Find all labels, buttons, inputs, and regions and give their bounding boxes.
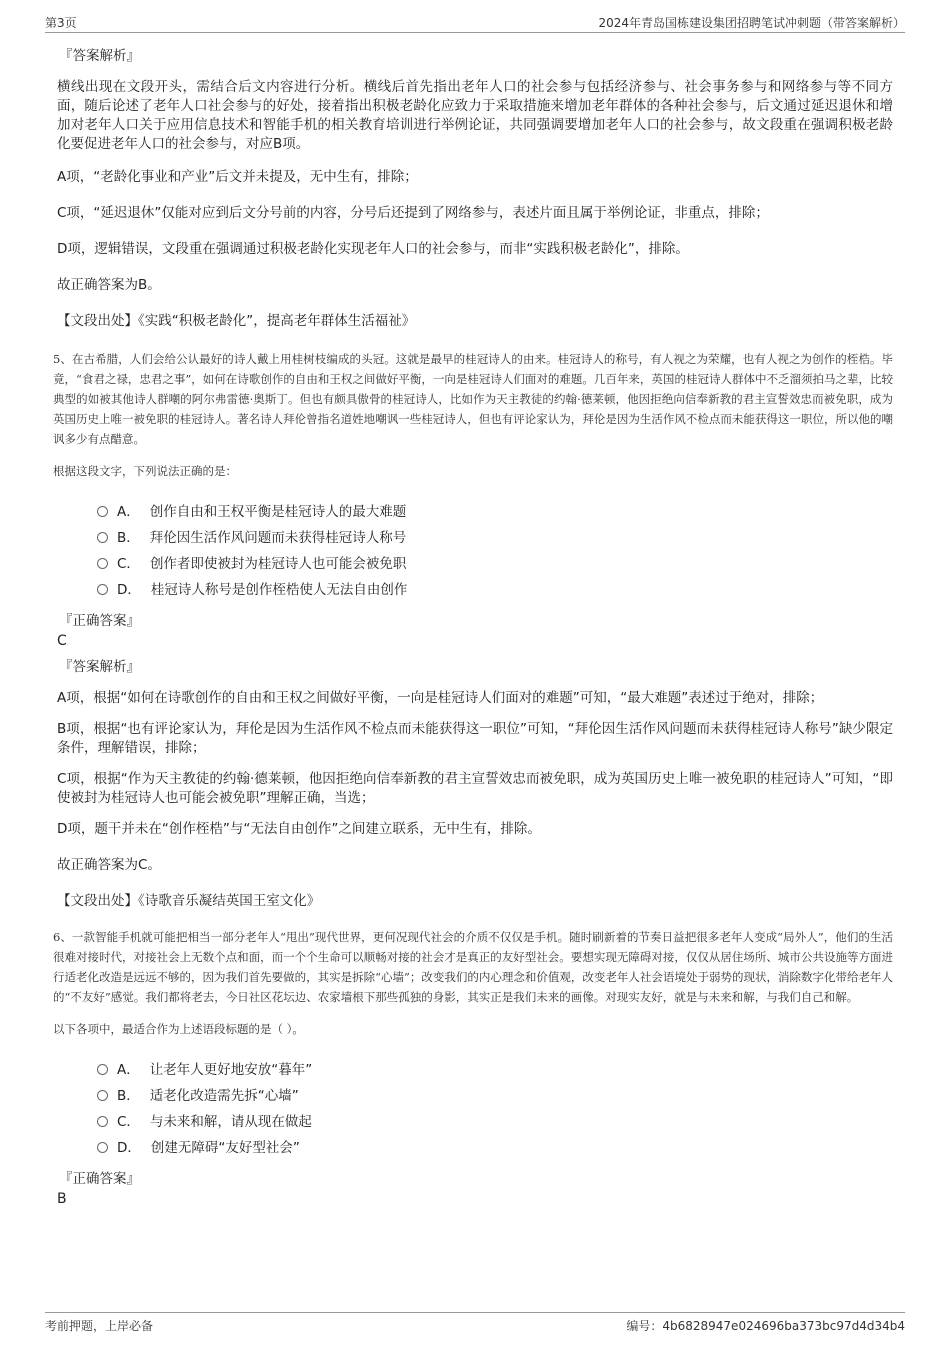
radio-icon[interactable] <box>97 532 108 543</box>
document-id: 编号：4b6828947e024696ba373bc97d4d34b4 <box>626 1319 905 1333</box>
source-citation: 【文段出处】《实践“积极老龄化”，提高老年群体生活福祉》 <box>57 313 416 329</box>
radio-icon[interactable] <box>97 1090 108 1101</box>
page-header <box>45 12 905 33</box>
analysis-option-c: C项，“延迟退休”仅能对应到后文分号前的内容，分号后还提到了网络参与，表述片面且属于举例论证，非重点，排除； <box>57 205 769 221</box>
analysis-option-a: A项，根据“如何在诗歌创作的自由和王权之间做好平衡，一向是桂冠诗人们面对的难题”可知，“最大难题”表述过于绝对，排除； <box>57 690 824 706</box>
radio-icon[interactable] <box>97 506 108 517</box>
option-a[interactable]: A． 创作自由和王权平衡是桂冠诗人的最大难题 <box>97 499 893 525</box>
source-citation: 【文段出处】《诗歌音乐凝结英国王室文化》 <box>57 893 321 909</box>
option-c[interactable]: C． 创作者即使被封为桂冠诗人也可能会被免职 <box>97 551 893 577</box>
page-content <box>53 46 893 1215</box>
question-6-options <box>97 1057 893 1161</box>
radio-icon[interactable] <box>97 558 108 569</box>
answer-label: 『正确答案』 <box>59 1171 140 1187</box>
option-d[interactable]: D． 桂冠诗人称号是创作桎梏使人无法自由创作 <box>97 577 893 603</box>
page-number: 第3页 <box>45 16 77 30</box>
radio-icon[interactable] <box>97 1064 108 1075</box>
document-title: 2024年青岛国栋建设集团招聘笔试冲刺题（带答案解析） <box>598 16 905 30</box>
option-c[interactable]: C． 与未来和解，请从现在做起 <box>97 1109 893 1135</box>
question-5-text: 5、在古希腊，人们会给公认最好的诗人戴上用桂树枝编成的头冠。这就是最早的桂冠诗人的由来。桂冠诗人的称号，有人视之为荣耀，也有人视之为创作的桎梏。毕竟，“食君之禄，忠君之事”，如何在诗歌创作的自由和王权之间做好平衡，一向是桂冠诗人们面对的难题。几百年来，英国的桂冠诗人群体中不乏溜须拍马之辈，比较典型的如被其他诗人群嘲的阿尔弗雷德·奥斯丁。但也有颇具傲骨的桂冠诗人，比如作为天主教徒的约翰·德莱顿，他因拒绝向信奉新教的君主宣誓效忠而被免职，成为英国历史上唯一被免职的桂冠诗人。著名诗人拜伦曾指名道姓地嘲讽一些桂冠诗人，但也有评论家认为，拜伦是因为生活作风不检点而未能获得这一职位，所以他的嘲讽多少有点醋意。 <box>53 352 893 446</box>
analysis-option-d: D项，题干并未在“创作桎梏”与“无法自由创作”之间建立联系，无中生有，排除。 <box>57 821 541 837</box>
question-6-text: 6、一款智能手机就可能把相当一部分老年人“甩出”现代世界，更何况现代社会的介质不仅仅是手机。随时刷新着的节奏日益把很多老年人变成“局外人”，他们的生活很难对接时代，对接社会上无数个点和面，而一个个生命可以顺畅对接的社会才是真正的友好型社会。要想实现无障碍对接，仅仅从居住场所、城市公共设施等方面进行适老化改造是远远不够的，因为我们首先要做的，其实是拆除“心墙”；改变我们的内心理念和价值观，改变老年人社会语境处于弱势的现状，消除数字化带给老年人的“不友好”感觉。我们都将老去，今日社区花坛边、农家墙根下那些孤独的身影，其实正是我们未来的画像。对现实友好，就是与未来和解，与我们自己和解。 <box>53 930 893 1004</box>
analysis-label: 『答案解析』 <box>59 659 140 675</box>
analysis-conclusion: 故正确答案为B。 <box>57 277 161 293</box>
option-b[interactable]: B． 拜伦因生活作风问题而未获得桂冠诗人称号 <box>97 525 893 551</box>
option-d[interactable]: D． 创建无障碍“友好型社会” <box>97 1135 893 1161</box>
analysis-conclusion: 故正确答案为C。 <box>57 857 161 873</box>
option-a[interactable]: A． 让老年人更好地安放“暮年” <box>97 1057 893 1083</box>
analysis-option-c: C项，根据“作为天主教徒的约翰·德莱顿，他因拒绝向信奉新教的君主宣誓效忠而被免职，成为英国历史上唯一被免职的桂冠诗人”可知，“即使被封为桂冠诗人也可能会被免职”理解正确，当选； <box>57 771 893 806</box>
analysis-label: 『答案解析』 <box>59 48 140 64</box>
question-5-stem: 根据这段文字，下列说法正确的是： <box>53 464 237 478</box>
analysis-text: 横线出现在文段开头，需结合后文内容进行分析。横线后首先指出老年人口的社会参与包括经济参与、社会事务参与和网络参与等不同方面，随后论述了老年人口社会参与的好处，接着指出积极老龄化应致力于采取措施来增加老年群体的各种社会参与，后文通过延迟退休和增加对老年人口关于应用信息技术和智能手机的相关教育培训进行举例论证，共同强调要增加老年人口的社会参与，故文段重在强调积极老龄化要促进老年人口的社会参与，对应B项。 <box>57 79 893 152</box>
question-5-options <box>97 499 893 603</box>
option-b[interactable]: B． 适老化改造需先拆“心墙” <box>97 1083 893 1109</box>
analysis-option-a: A项，“老龄化事业和产业”后文并未提及，无中生有，排除； <box>57 169 418 185</box>
analysis-option-b: B项，根据“也有评论家认为，拜伦是因为生活作风不检点而未能获得这一职位”可知，“拜伦因生活作风问题而未获得桂冠诗人称号”缺少限定条件，理解错误，排除； <box>57 721 893 756</box>
page-footer <box>45 1312 905 1335</box>
analysis-option-d: D项，逻辑错误，文段重在强调通过积极老龄化实现老年人口的社会参与，而非“实践积极老龄化”，排除。 <box>57 241 689 257</box>
radio-icon[interactable] <box>97 584 108 595</box>
answer-value: B <box>57 1191 67 1207</box>
answer-label: 『正确答案』 <box>59 613 140 629</box>
radio-icon[interactable] <box>97 1116 108 1127</box>
question-6-stem: 以下各项中，最适合作为上述语段标题的是（ ）。 <box>53 1022 304 1036</box>
radio-icon[interactable] <box>97 1142 108 1153</box>
answer-value: C <box>57 633 67 649</box>
footer-slogan: 考前押题，上岸必备 <box>45 1319 154 1333</box>
